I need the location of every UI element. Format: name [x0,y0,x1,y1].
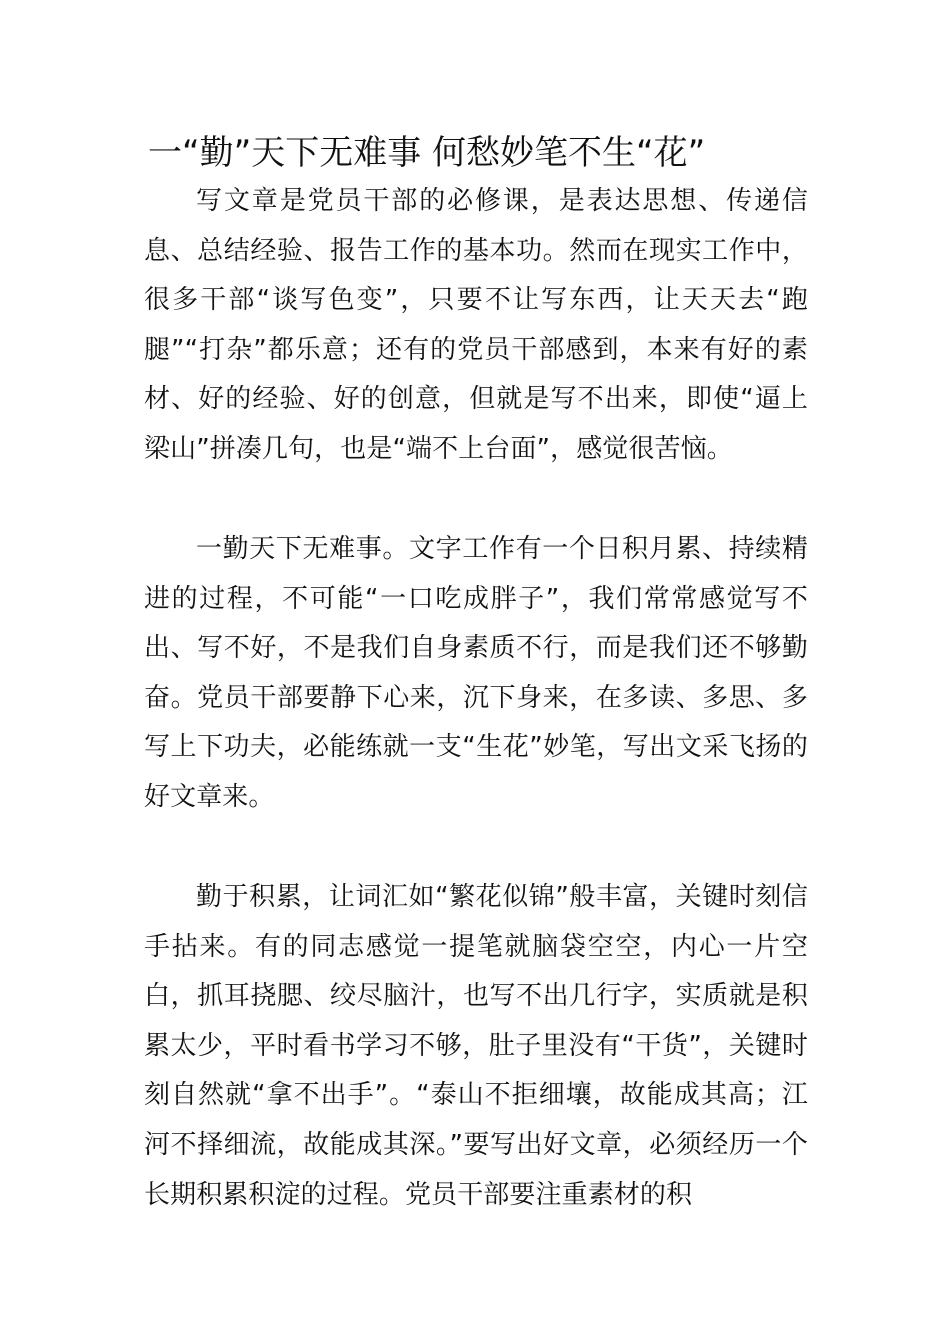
paragraph-2: 一勤天下无难事。文字工作有一个日积月累、持续精进的过程，不可能“一口吃成胖子”，我们常常感觉写不出、写不好，不是我们自身素质不行，而是我们还不够勤奋。党员干部要静下心来，沉下身来，在多读、多思、多写上下功夫，必能练就一支“生花”妙笔，写出文采飞扬的好文章来。 [144,534,808,812]
paragraph-3: 勤于积累，让词汇如“繁花似锦”般丰富，关键时刻信手拈来。有的同志感觉一提笔就脑袋空空，内心一片空白，抓耳挠腮、绞尽脑汁，也写不出几行字，实质就是积累太少，平时看书学习不够，肚子里没有“干货”，关键时刻自然就“拿不出手”。“泰山不拒细壤，故能成其高；江河不择细流，故能成其深。”要写出好文章，必须经历一个长期积累积淀的过程。党员干部要注重素材的积 [144,882,808,1210]
document-title: 一“勤”天下无难事 何愁妙笔不生“花” [148,133,706,173]
paragraph-1: 写文章是党员干部的必修课，是表达思想、传递信息、总结经验、报告工作的基本功。然而在现实工作中，很多干部“谈写色变”，只要不让写东西，让天天去“跑腿”“打杂”都乐意；还有的党员干部感到，本来有好的素材、好的经验、好的创意，但就是写不出来，即使“逼上梁山”拼凑几句，也是“端不上台面”，感觉很苦恼。 [144,186,808,464]
